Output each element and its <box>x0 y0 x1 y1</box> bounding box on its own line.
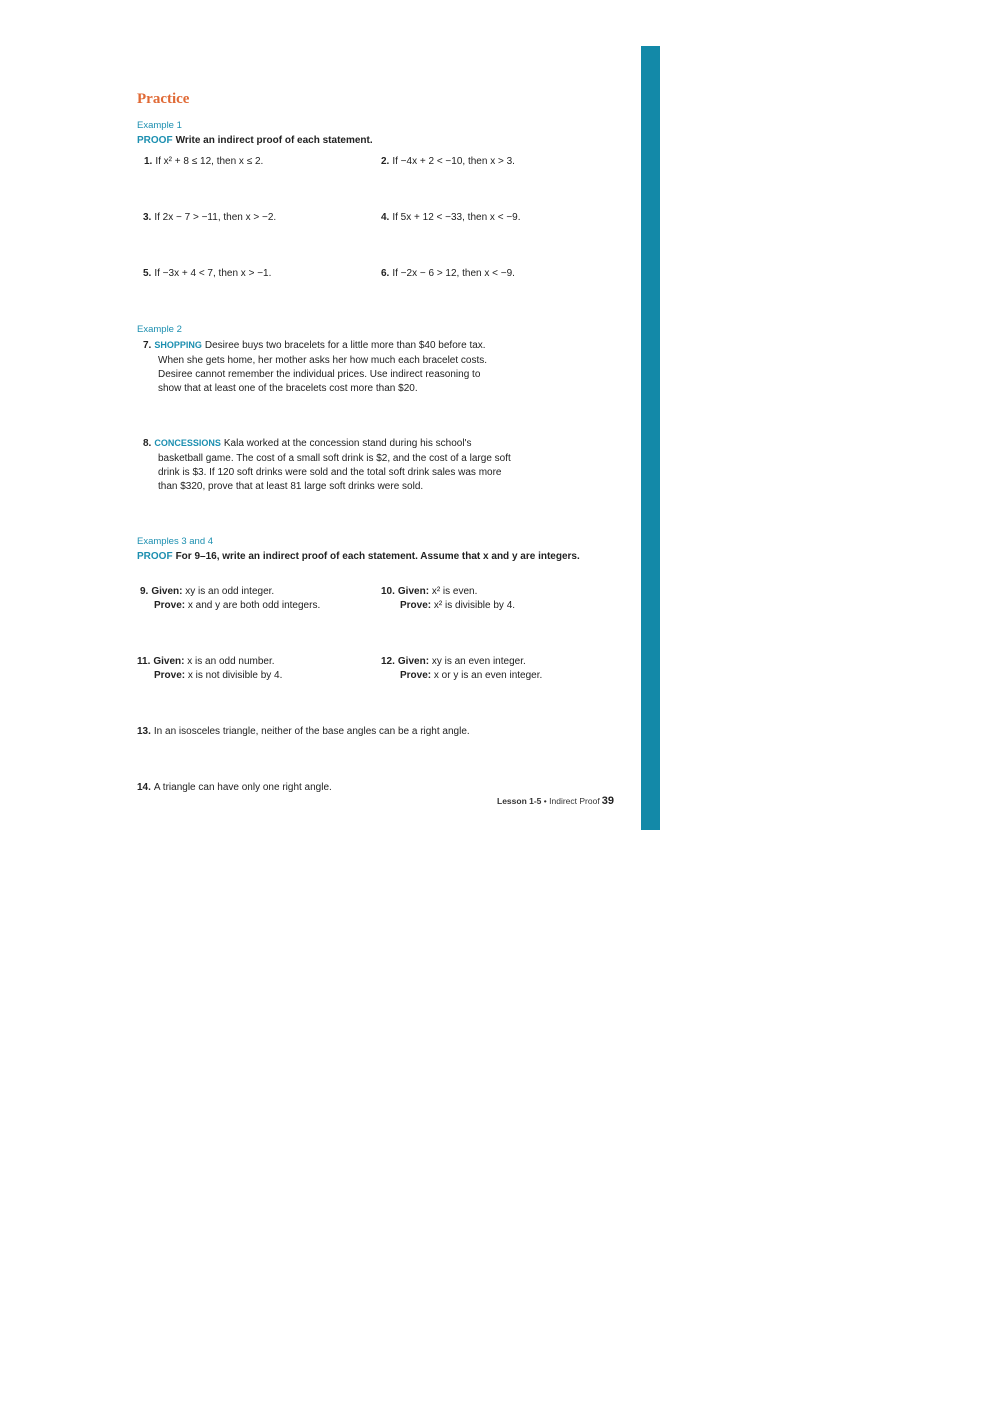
exercise-text: Kala worked at the concession stand during his school's <box>223 438 472 449</box>
exercise-3 <box>143 212 276 223</box>
exercise-number: 9. <box>140 586 149 597</box>
exercise-7-line-2: When she gets home, her mother asks her how much each bracelet costs. <box>158 355 488 366</box>
exercise-14 <box>137 782 332 793</box>
footer-lesson: Lesson 1-5 <box>497 796 542 806</box>
prove-label: Prove: <box>400 600 432 611</box>
exercise-11-prove <box>154 670 282 681</box>
exercise-number: 12. <box>381 656 395 667</box>
prove-text: x or y is an even integer. <box>433 670 543 681</box>
exercise-text: In an isosceles triangle, neither of the base angles can be a right angle. <box>153 726 470 737</box>
exercise-number: 4. <box>381 212 390 223</box>
section-3-directions <box>137 551 580 562</box>
given-text: x is an odd number. <box>187 656 275 667</box>
exercise-number: 14. <box>137 782 151 793</box>
prove-text: x² is divisible by 4. <box>433 600 516 611</box>
exercise-5 <box>143 268 271 279</box>
exercise-2 <box>381 156 515 167</box>
exercise-1 <box>144 156 263 167</box>
side-accent-bar <box>641 46 660 830</box>
exercise-number: 13. <box>137 726 151 737</box>
exercise-text: If 2x − 7 > −11, then x > −2. <box>154 212 277 223</box>
exercise-8-line-2: basketball game. The cost of a small soft drink is $2, and the cost of a large soft <box>158 453 511 464</box>
exercise-number: 7. <box>143 340 152 351</box>
exercise-12-given <box>381 656 526 667</box>
exercise-8-line-3: drink is $3. If 120 soft drinks were sold and the total soft drink sales was more <box>158 467 502 478</box>
exercise-7-line-3: Desiree cannot remember the individual prices. Use indirect reasoning to <box>158 369 481 380</box>
footer-separator: • <box>543 796 547 806</box>
example-1-label: Example 1 <box>137 120 182 131</box>
exercise-9-prove <box>154 600 320 611</box>
prove-text: x and y are both odd integers. <box>187 600 321 611</box>
exercise-text: If −2x − 6 > 12, then x < −9. <box>392 268 515 279</box>
section-1-directions <box>137 135 373 146</box>
footer-topic: Indirect Proof <box>549 796 600 806</box>
exercise-10-given <box>381 586 477 597</box>
directions-text: Write an indirect proof of each statement. <box>175 135 373 146</box>
exercise-number: 5. <box>143 268 152 279</box>
given-label: Given: <box>153 656 185 667</box>
given-text: xy is an even integer. <box>431 656 526 667</box>
exercise-11-given <box>137 656 275 667</box>
given-label: Given: <box>151 586 183 597</box>
exercise-keyword: SHOPPING <box>154 340 202 350</box>
exercise-8-line-4: than $320, prove that at least 81 large soft drinks were sold. <box>158 481 424 492</box>
examples-3-4-label: Examples 3 and 4 <box>137 536 214 547</box>
directions-text: For 9–16, write an indirect proof of each statement. Assume that x and y are integers. <box>175 551 580 562</box>
exercise-number: 2. <box>381 156 390 167</box>
proof-tag: PROOF <box>137 135 173 146</box>
exercise-text: If x² + 8 ≤ 12, then x ≤ 2. <box>155 156 264 167</box>
page-title: Practice <box>137 91 190 107</box>
prove-label: Prove: <box>154 600 186 611</box>
example-2-label: Example 2 <box>137 324 182 335</box>
exercise-number: 10. <box>381 586 395 597</box>
exercise-8-line-1 <box>143 438 471 449</box>
exercise-6 <box>381 268 515 279</box>
exercise-number: 8. <box>143 438 152 449</box>
exercise-number: 3. <box>143 212 152 223</box>
given-text: x² is even. <box>431 586 478 597</box>
given-text: xy is an odd integer. <box>185 586 275 597</box>
page-footer <box>497 795 614 807</box>
given-label: Given: <box>397 586 430 597</box>
exercise-text: If 5x + 12 < −33, then x < −9. <box>392 212 521 223</box>
exercise-13 <box>137 726 470 737</box>
exercise-4 <box>381 212 521 223</box>
exercise-text: If −4x + 2 < −10, then x > 3. <box>392 156 515 167</box>
exercise-text: A triangle can have only one right angle. <box>153 782 332 793</box>
exercise-number: 11. <box>137 656 151 667</box>
prove-label: Prove: <box>154 670 186 681</box>
prove-label: Prove: <box>400 670 432 681</box>
given-label: Given: <box>397 656 430 667</box>
exercise-7-line-4: show that at least one of the bracelets cost more than $20. <box>158 383 418 394</box>
proof-tag: PROOF <box>137 551 173 562</box>
exercise-text: If −3x + 4 < 7, then x > −1. <box>154 268 272 279</box>
exercise-12-prove <box>400 670 542 681</box>
page-number: 39 <box>601 795 614 807</box>
exercise-keyword: CONCESSIONS <box>154 438 221 448</box>
exercise-number: 1. <box>144 156 153 167</box>
exercise-text: Desiree buys two bracelets for a little more than $40 before tax. <box>204 340 486 351</box>
exercise-9-given <box>140 586 274 597</box>
exercise-10-prove <box>400 600 515 611</box>
prove-text: x is not divisible by 4. <box>187 670 283 681</box>
exercise-7-line-1 <box>143 340 486 351</box>
exercise-number: 6. <box>381 268 390 279</box>
